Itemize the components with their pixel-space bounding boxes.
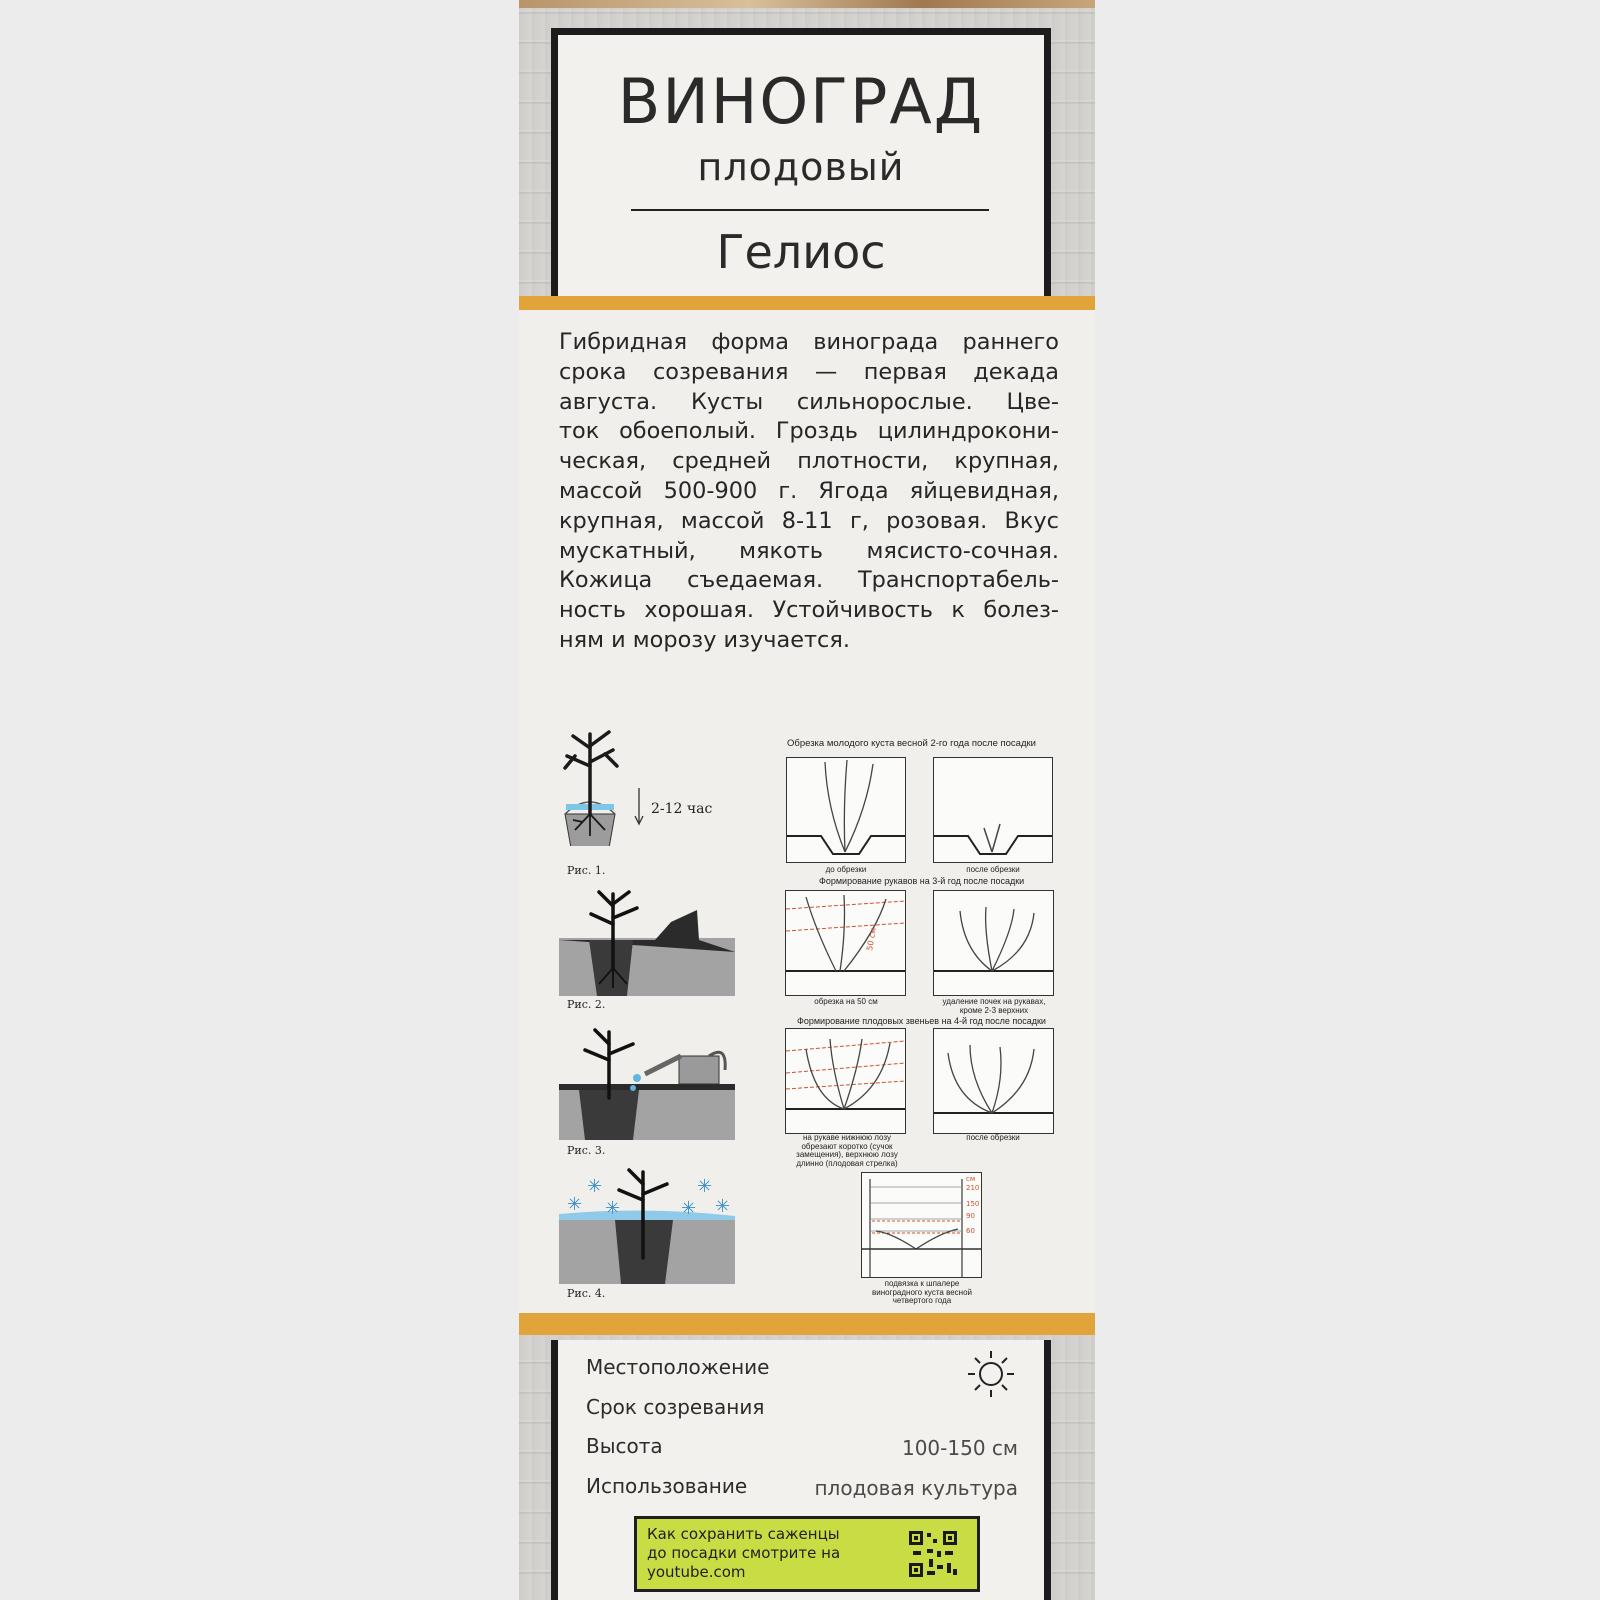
svg-text:✳: ✳ bbox=[587, 1176, 603, 1197]
svg-text:✳: ✳ bbox=[605, 1198, 621, 1219]
info-row-height bbox=[586, 1434, 1018, 1466]
description-line: ток обоеполый. Гроздь цилиндрокони- bbox=[559, 418, 1059, 445]
trellis-mark: 90 bbox=[966, 1212, 975, 1220]
diagram-after-pruning bbox=[933, 757, 1053, 863]
height-label: Высота bbox=[586, 1434, 663, 1458]
variety-name: Гелиос bbox=[716, 225, 886, 279]
title-divider bbox=[631, 209, 989, 211]
use-label: Использование bbox=[586, 1474, 748, 1498]
svg-text:✳: ✳ bbox=[697, 1176, 713, 1197]
diagram-after-pruning-year4 bbox=[933, 1028, 1054, 1134]
fig2-caption: Рис. 2. bbox=[567, 998, 606, 1011]
diagram-before-pruning bbox=[786, 757, 906, 863]
caption-sleeve-pruning: на рукаве нижнюю лозу обрезают коротко (сучок замещения), верхнюю лозу длинно (плодовая стрелка) bbox=[796, 1133, 898, 1168]
label-50cm: 50 см bbox=[865, 926, 878, 952]
pruning-heading-year4: Формирование плодовых звеньев на 4-й год после посадки bbox=[797, 1016, 1046, 1026]
description bbox=[559, 328, 1059, 656]
description-line: срока созревания — первая декада bbox=[559, 358, 1059, 385]
photo-strip bbox=[519, 0, 1095, 8]
info-row-use bbox=[586, 1474, 1018, 1506]
diagram-trellis bbox=[861, 1172, 982, 1278]
fig3-watering-illustration bbox=[559, 1026, 737, 1142]
info-box bbox=[551, 1340, 1051, 1600]
description-line: Кожица съедаемая. Транспортабель- bbox=[559, 567, 1059, 594]
diagram-cut-50 bbox=[785, 890, 906, 996]
fig1-caption: Рис. 1. bbox=[567, 864, 606, 877]
fig1-soak-illustration bbox=[555, 726, 735, 846]
svg-text:✳: ✳ bbox=[715, 1196, 731, 1217]
description-line: ческая, средней плотности, крупная, bbox=[559, 448, 1059, 475]
description-line: августа. Кусты сильнорослые. Цве- bbox=[559, 388, 1059, 415]
diagram-bud-removal bbox=[933, 890, 1054, 996]
fig3-caption: Рис. 3. bbox=[567, 1144, 606, 1157]
youtube-text bbox=[647, 1525, 840, 1582]
description-line: ням и морозу изучается. bbox=[559, 626, 850, 653]
title-box bbox=[551, 28, 1051, 296]
description-line: массой 500-900 г. Ягода яйцевидная, bbox=[559, 477, 1059, 504]
caption-after-year4: после обрезки bbox=[966, 1133, 1020, 1142]
youtube-line: Как сохранить саженцы bbox=[647, 1525, 840, 1543]
description-line: крупная, массой 8-11 г, розовая. Вкус bbox=[559, 507, 1059, 534]
description-line: мускатный, мякоть мясисто-сочная. bbox=[559, 537, 1059, 564]
caption-cut-50: обрезка на 50 см bbox=[814, 997, 878, 1006]
youtube-line: до посадки смотрите на bbox=[647, 1544, 841, 1562]
use-value: плодовая культура bbox=[814, 1476, 1018, 1500]
pruning-heading-year3: Формирование рукавов на 3-й год после посадки bbox=[819, 876, 1025, 886]
fig4-caption: Рис. 4. bbox=[567, 1287, 606, 1300]
info-row-location bbox=[586, 1355, 1018, 1387]
svg-text:✳: ✳ bbox=[567, 1194, 583, 1215]
caption-before: до обрезки bbox=[825, 865, 867, 874]
info-row-ripening bbox=[586, 1395, 1018, 1427]
sun-icon bbox=[964, 1349, 1018, 1399]
caption-bud-removal: удаление почек на рукавах, кроме 2-3 верхних bbox=[942, 997, 1046, 1015]
trellis-unit: см bbox=[966, 1175, 976, 1183]
location-label: Местоположение bbox=[586, 1355, 770, 1379]
accent-band-bottom bbox=[519, 1313, 1095, 1335]
caption-after: после обрезки bbox=[966, 865, 1020, 874]
content-panel bbox=[519, 310, 1095, 1313]
youtube-link[interactable]: youtube.com bbox=[647, 1563, 746, 1581]
caption-trellis: подвязка к шпалере виноградного куста весной четвертого года bbox=[871, 1279, 973, 1305]
diagram-fruit-links bbox=[785, 1028, 906, 1134]
qr-code-icon[interactable] bbox=[907, 1529, 959, 1579]
fig1-time-label: 2-12 час bbox=[651, 801, 713, 817]
height-value: 100-150 см bbox=[901, 1436, 1018, 1460]
description-line: ность хорошая. Устойчивость к болез- bbox=[559, 597, 1059, 624]
fig2-planting-illustration bbox=[559, 888, 737, 998]
trellis-mark: 150 bbox=[966, 1200, 980, 1208]
accent-band-top bbox=[519, 296, 1095, 310]
description-line: Гибридная форма винограда раннего bbox=[559, 329, 1059, 355]
plant-tag bbox=[519, 0, 1095, 1600]
pruning-heading-year2: Обрезка молодого куста весной 2-го года после посадки bbox=[787, 738, 1036, 749]
subtitle: плодовый bbox=[697, 145, 905, 189]
ripening-label: Срок созревания bbox=[586, 1395, 765, 1419]
youtube-box bbox=[634, 1516, 980, 1592]
title: ВИНОГРАД bbox=[617, 65, 985, 138]
trellis-mark: 210 bbox=[966, 1184, 980, 1192]
fig4-winter-illustration bbox=[559, 1166, 737, 1286]
svg-text:✳: ✳ bbox=[681, 1198, 697, 1219]
trellis-mark: 60 bbox=[966, 1227, 975, 1235]
